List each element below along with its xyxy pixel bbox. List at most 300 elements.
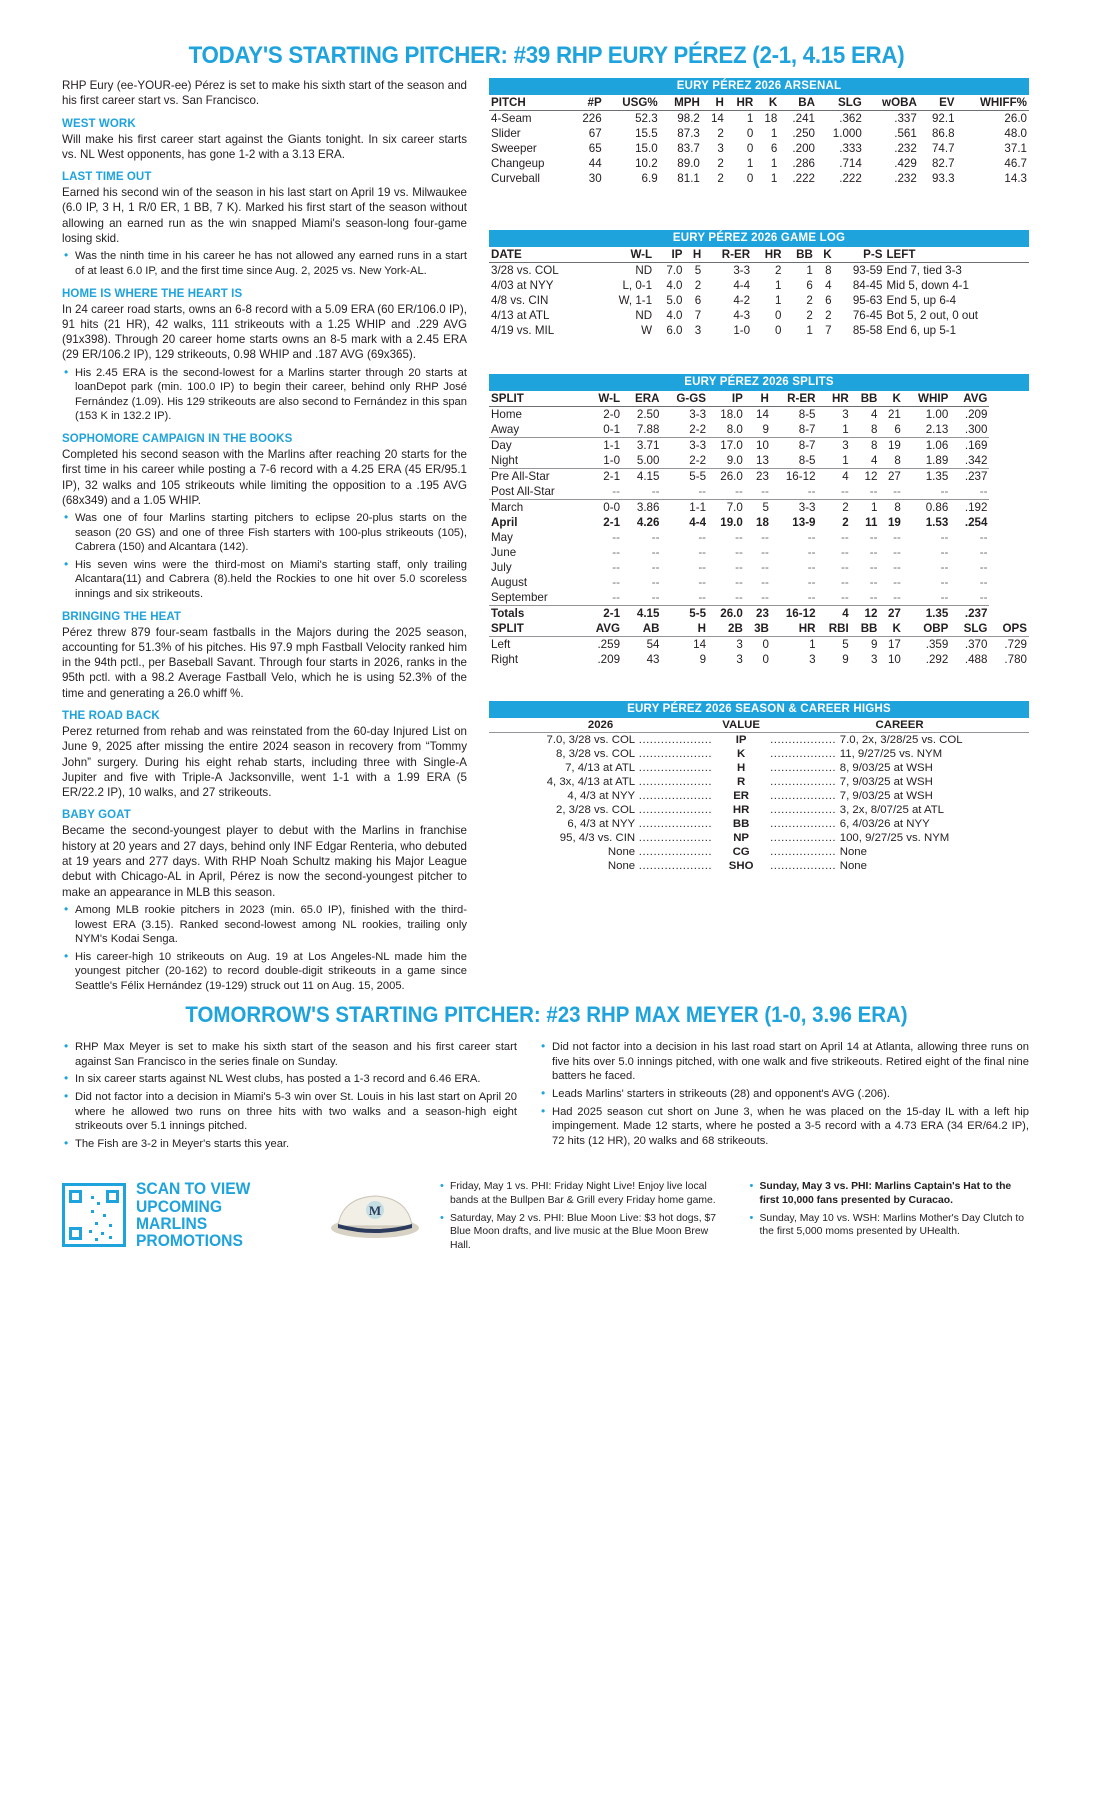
promotions-column-2 xyxy=(748,1180,1032,1238)
table-cell: 3 xyxy=(870,653,878,666)
table-cell: 30 xyxy=(588,172,602,185)
promotion-item xyxy=(438,1180,722,1207)
highs-career-value: .................. 7, 9/03/25 at WSH xyxy=(770,776,933,788)
table-cell: -- xyxy=(893,591,901,604)
table-cell: 81.1 xyxy=(677,172,700,185)
table-cell: 4/19 vs. MIL xyxy=(491,324,555,337)
arsenal-col-header: #P xyxy=(571,95,604,111)
table-cell: 2-1 xyxy=(583,469,622,485)
table-cell: 93-59 xyxy=(852,264,883,277)
table-cell: .300 xyxy=(964,423,988,436)
table-cell: 4-4 xyxy=(689,516,707,529)
table-row xyxy=(489,141,1029,156)
highs-season-value: None .................... xyxy=(607,846,713,858)
table-cell: 15.5 xyxy=(635,127,658,140)
highs-career-value: .................. 6, 4/03/26 at NYY xyxy=(770,818,930,830)
table-cell: 1.000 xyxy=(832,127,862,140)
highs-stat-label: SHO xyxy=(728,860,754,872)
right-stats-column xyxy=(489,78,1029,881)
table-row xyxy=(489,590,1029,606)
table-cell: 1.35 xyxy=(903,469,950,485)
table-cell: 4.15 xyxy=(622,606,661,622)
scan-qr-block[interactable] xyxy=(62,1180,312,1249)
table-cell: 13 xyxy=(756,454,769,467)
handedness-col-header: BB xyxy=(851,621,880,637)
section-paragraph: Pérez threw 879 four-seam fastballs in the Majors during the 2025 season, accounting for 51.3% of his pitches. His 97.9 mph Fastball Velocity ranked him in the 94th pctl., per Baseball Savant. Through four starts in 2026, ranks in the 95th pctl. with a 98.2 Average Fastball Velo, which he is using 52.3% of the time and generating a 26.0 whiff %. xyxy=(62,625,467,700)
dot-leader: .................... xyxy=(635,776,713,788)
promotion-item xyxy=(748,1212,1032,1239)
table-cell: -- xyxy=(612,561,621,574)
table-cell: 1.06 xyxy=(903,438,950,454)
table-cell: -- xyxy=(698,561,707,574)
table-row xyxy=(489,575,1029,590)
table-cell: 7 xyxy=(825,324,832,337)
table-cell: -- xyxy=(698,485,707,498)
table-cell: 1 xyxy=(806,264,813,277)
table-cell: .714 xyxy=(839,157,862,170)
highs-stat-label: ER xyxy=(733,790,750,802)
handedness-col-header: SPLIT xyxy=(489,621,583,637)
table-cell: 0 xyxy=(762,638,769,651)
table-cell: 3 xyxy=(736,653,743,666)
table-row xyxy=(489,747,1029,761)
table-cell: -- xyxy=(979,591,988,604)
table-cell: .359 xyxy=(925,638,949,651)
table-row xyxy=(489,845,1029,859)
table-cell: .259 xyxy=(597,638,621,651)
table-cell: L, 0-1 xyxy=(622,279,653,292)
table-cell: 2 xyxy=(717,157,724,170)
table-cell: 7.0 xyxy=(666,264,683,277)
arsenal-col-header: PITCH xyxy=(489,95,571,111)
table-cell: 8 xyxy=(870,423,878,436)
bullet-item: • In six career starts against NL West clubs, has posted a 1-3 record and 6.46 ERA. xyxy=(62,1072,517,1087)
table-cell: -- xyxy=(761,576,769,589)
table-row xyxy=(489,171,1029,186)
table-cell: -- xyxy=(840,531,849,544)
table-cell: 76-45 xyxy=(852,309,883,322)
table-cell: Bot 5, 2 out, 0 out xyxy=(886,309,978,322)
table-cell: 6.0 xyxy=(666,324,683,337)
table-cell: 10 xyxy=(745,438,771,454)
table-cell: 18 xyxy=(756,516,769,529)
table-cell: .222 xyxy=(839,172,862,185)
table-cell: .292 xyxy=(925,653,949,666)
table-cell: -- xyxy=(735,561,743,574)
section-heading: BRINGING THE HEAT xyxy=(62,610,182,623)
table-cell: 0 xyxy=(746,172,754,185)
highs-season-value: 7, 4/13 at ATL .................... xyxy=(565,762,713,774)
table-cell: End 6, up 5-1 xyxy=(886,324,957,337)
promotion-bold-text: Sunday, May 3 vs. PHI: Marlins Captain's Hat to the first 10,000 fans presented by Curacao. xyxy=(759,1181,1012,1206)
highs-career-value: .................. None xyxy=(770,846,867,858)
table-cell: 1 xyxy=(809,638,816,651)
table-cell: September xyxy=(491,591,548,604)
gamelog-col-header: DATE xyxy=(489,247,597,263)
table-cell: 3 xyxy=(818,438,851,454)
table-cell: -- xyxy=(651,485,660,498)
table-cell: 3 xyxy=(694,324,702,337)
highs-career-value: .................. 8, 9/03/25 at WSH xyxy=(770,762,933,774)
table-cell: 4 xyxy=(870,454,878,467)
dot-leader: .................. xyxy=(770,734,840,746)
table-cell: 9 xyxy=(842,653,849,666)
dot-leader: .................... xyxy=(635,846,713,858)
arsenal-col-header: HR xyxy=(726,95,755,111)
table-cell: 226 xyxy=(582,112,602,125)
table-row xyxy=(489,761,1029,775)
splits-col-header: SPLIT xyxy=(489,391,583,407)
table-cell: -- xyxy=(979,561,988,574)
table-cell: 4-4 xyxy=(733,279,751,292)
table-cell: 6 xyxy=(825,294,832,307)
table-cell: 98.2 xyxy=(677,112,700,125)
arsenal-table xyxy=(489,78,1029,186)
splits-table-title: EURY PÉREZ 2026 SPLITS xyxy=(489,374,1029,391)
arsenal-col-header: SLG xyxy=(817,95,864,111)
table-cell: .169 xyxy=(950,438,989,454)
table-cell: -- xyxy=(761,561,769,574)
table-cell: 6 xyxy=(770,142,778,155)
table-cell: 1 xyxy=(746,157,754,170)
handedness-header-row xyxy=(489,621,1029,637)
tomorrow-left-bullets xyxy=(62,1040,517,1151)
table-cell: -- xyxy=(869,531,878,544)
table-cell: .192 xyxy=(950,500,989,516)
handedness-col-header: AVG xyxy=(583,621,622,637)
table-cell: -- xyxy=(612,531,621,544)
dot-leader: .................. xyxy=(770,846,840,858)
table-cell: .729 xyxy=(1004,638,1027,651)
table-cell: 8-5 xyxy=(798,454,816,467)
table-cell: 4/8 vs. CIN xyxy=(491,294,549,307)
arsenal-header-row xyxy=(489,95,1029,111)
table-row xyxy=(489,817,1029,831)
highs-season-value: 8, 3/28 vs. COL .................... xyxy=(556,748,713,760)
table-cell: 6 xyxy=(806,279,813,292)
table-cell: .286 xyxy=(792,157,815,170)
table-cell: -- xyxy=(893,561,901,574)
table-cell: 2 xyxy=(694,279,702,292)
table-cell: -- xyxy=(940,485,949,498)
table-row xyxy=(489,545,1029,560)
table-cell: 84-45 xyxy=(852,279,883,292)
table-cell: 1 xyxy=(851,500,880,516)
promotion-text: Friday, May 1 vs. PHI: Friday Night Live! Enjoy live local bands at the Bullpen Bar & Grill every Friday home game. xyxy=(450,1181,716,1206)
table-cell: 18.0 xyxy=(720,408,743,421)
arsenal-table-title: EURY PÉREZ 2026 ARSENAL xyxy=(489,78,1029,95)
table-cell: .237 xyxy=(950,469,989,485)
table-cell: 9 xyxy=(870,638,878,651)
handedness-col-header: OPS xyxy=(989,621,1029,637)
highs-season-value: 7.0, 3/28 vs. COL .................... xyxy=(546,734,713,746)
table-cell: -- xyxy=(940,531,949,544)
highs-career-value: .................. 11, 9/27/25 vs. NYM xyxy=(770,748,943,760)
table-cell: -- xyxy=(761,485,769,498)
article-sections xyxy=(62,118,467,994)
highs-stat-label: BB xyxy=(732,818,750,830)
table-cell: .232 xyxy=(894,172,917,185)
table-cell: End 7, tied 3-3 xyxy=(886,264,962,277)
bullet-item: • RHP Max Meyer is set to make his sixth start of the season and his first career start against San Francisco in the series finale on Sunday. xyxy=(62,1040,517,1069)
table-cell: .780 xyxy=(1004,653,1027,666)
bullet-item: • Was one of four Marlins starting pitchers to eclipse 20-plus starts on the season (20 GS) and one of three Fish starters with 100-plus strikeouts (105), Cabrera (150) and Alcantara (142). xyxy=(62,511,467,555)
table-cell: 82.7 xyxy=(931,157,955,170)
scan-line: SCAN TO VIEW xyxy=(136,1179,251,1199)
table-cell: .250 xyxy=(792,127,815,140)
promotion-item xyxy=(748,1180,1032,1207)
gamelog-table xyxy=(489,230,1029,338)
handedness-col-header: K xyxy=(879,621,902,637)
table-cell: 3.71 xyxy=(622,438,661,454)
arsenal-col-header: USG% xyxy=(604,95,660,111)
table-cell: 8 xyxy=(894,454,901,467)
table-cell: -- xyxy=(869,485,878,498)
table-cell: July xyxy=(491,561,512,574)
table-cell: 3-3 xyxy=(661,438,708,454)
section-heading: LAST TIME OUT xyxy=(62,171,152,184)
highs-season-value: 95, 4/3 vs. CIN .................... xyxy=(559,832,713,844)
table-cell: 4 xyxy=(825,279,832,292)
table-cell: -- xyxy=(761,546,769,559)
table-cell: 89.0 xyxy=(677,157,700,170)
handedness-col-header: H xyxy=(661,621,708,637)
table-cell: -- xyxy=(893,546,901,559)
table-cell: ND xyxy=(635,309,653,322)
table-cell: -- xyxy=(893,531,901,544)
table-cell: .209 xyxy=(964,408,988,421)
tomorrow-right-bullets xyxy=(539,1040,1029,1148)
table-cell: June xyxy=(491,546,517,559)
table-cell: .333 xyxy=(839,142,862,155)
table-cell: August xyxy=(491,576,528,589)
table-cell: -- xyxy=(698,546,707,559)
gamelog-col-header: BB xyxy=(784,247,815,263)
table-cell: .232 xyxy=(894,142,917,155)
table-cell: 2 xyxy=(806,294,813,307)
section-bullets xyxy=(62,511,467,601)
table-cell: Left xyxy=(491,638,511,651)
table-cell: 11 xyxy=(865,516,878,529)
table-cell: -- xyxy=(869,546,878,559)
table-cell: -- xyxy=(840,576,849,589)
table-cell: 3-3 xyxy=(733,264,751,277)
arsenal-col-header: MPH xyxy=(660,95,702,111)
table-cell: 5-5 xyxy=(661,606,708,622)
table-cell: 0 xyxy=(762,653,769,666)
highs-career-value: .................. 7.0, 2x, 3/28/25 vs. COL xyxy=(770,734,963,746)
table-cell: 37.1 xyxy=(1004,142,1027,155)
table-cell: 4-2 xyxy=(733,294,751,307)
table-cell: 1 xyxy=(770,157,778,170)
table-cell: -- xyxy=(807,591,816,604)
splits-col-header: W-L xyxy=(583,391,622,407)
table-cell: 0-0 xyxy=(583,500,622,516)
table-cell: .488 xyxy=(964,653,988,666)
table-cell: 18 xyxy=(764,112,778,125)
table-cell: -- xyxy=(651,531,660,544)
table-row xyxy=(489,652,1029,667)
table-cell: -- xyxy=(840,546,849,559)
table-cell: 3.86 xyxy=(622,500,661,516)
table-row xyxy=(489,278,1029,293)
table-cell: 16-12 xyxy=(771,469,818,485)
table-cell: Day xyxy=(489,438,583,454)
table-row xyxy=(489,156,1029,171)
table-cell: -- xyxy=(735,591,743,604)
table-cell: 1 xyxy=(806,324,813,337)
table-cell: -- xyxy=(840,485,849,498)
bullet-item: • His seven wins were the third-most on Miami's starting staff, only trailing Alcantara(11) and Cabrera (8).held the Rockies to one hit over 5.0 scoreless innings and six strikeouts. xyxy=(62,558,467,602)
section-bullets xyxy=(62,249,467,278)
table-cell: 2.13 xyxy=(925,423,949,436)
handedness-col-header: 3B xyxy=(745,621,771,637)
table-cell: 2 xyxy=(825,309,832,322)
table-cell: -- xyxy=(807,561,816,574)
table-cell: .362 xyxy=(839,112,862,125)
splits-col-header: G-GS xyxy=(661,391,708,407)
section-paragraph: Earned his second win of the season in his last start on April 19 vs. Milwaukee (6.0 IP, 3 H, 1 R/0 ER, 1 BB, 7 K). Marked his first start of the season without allowing an earned run as the win snapped Miami's season-long four-game losing skid. xyxy=(62,186,467,246)
career-highs-title: EURY PÉREZ 2026 SEASON & CAREER HIGHS xyxy=(489,701,1029,718)
table-cell: 0-1 xyxy=(603,423,621,436)
table-cell: 4 xyxy=(818,469,851,485)
handedness-col-header: 2B xyxy=(708,621,745,637)
table-cell: -- xyxy=(893,485,901,498)
promotion-text: Sunday, May 10 vs. WSH: Marlins Mother's Day Clutch to the first 5,000 moms presented by UHealth. xyxy=(759,1212,1025,1238)
handedness-col-header: OBP xyxy=(903,621,950,637)
table-row xyxy=(489,126,1029,141)
table-cell: .429 xyxy=(894,157,917,170)
highs-stat-label: CG xyxy=(732,846,750,858)
bullet-item: • Did not factor into a decision in Miami's 5-3 win over St. Louis in his last start on April 20 where he allowed two runs on three hits with two walks and a season-high eight strikeouts over 5.1 innings pitched. xyxy=(62,1090,517,1134)
table-row xyxy=(489,637,1029,653)
splits-col-header: ERA xyxy=(622,391,661,407)
highs-stat-label: HR xyxy=(732,804,750,816)
table-cell: 4-3 xyxy=(733,309,751,322)
table-cell: -- xyxy=(807,485,816,498)
table-cell: 8-7 xyxy=(798,423,816,436)
table-cell: 7 xyxy=(694,309,702,322)
table-cell: 3-3 xyxy=(771,500,818,516)
table-row xyxy=(489,293,1029,308)
table-cell: 2-2 xyxy=(689,423,707,436)
splits-col-header: IP xyxy=(708,391,745,407)
gamelog-col-header: W-L xyxy=(597,247,654,263)
table-row xyxy=(489,422,1029,438)
table-cell: 3-3 xyxy=(689,408,707,421)
section-paragraph: Completed his second season with the Marlins after reaching 20 starts for the first time in his career while posting a 7-6 record with a 4.25 ERA (45 ER/95.1 IP), 32 walks and 105 strikeouts while limiting the opposition to a .195 AVG (68x349) and a 1.05 WHIP. xyxy=(62,447,467,507)
table-cell: -- xyxy=(651,591,660,604)
table-cell: 0.86 xyxy=(903,500,950,516)
table-cell: ND xyxy=(635,264,653,277)
dot-leader: .................. xyxy=(770,790,840,802)
table-cell: 85-58 xyxy=(852,324,883,337)
table-cell: -- xyxy=(735,531,743,544)
table-cell: 0 xyxy=(746,127,754,140)
table-cell: -- xyxy=(651,561,660,574)
splits-col-header: K xyxy=(879,391,902,407)
table-cell: 19.0 xyxy=(720,516,743,529)
arsenal-col-header: K xyxy=(755,95,779,111)
table-cell: 1-0 xyxy=(733,324,751,337)
table-cell: 1 xyxy=(770,172,778,185)
table-cell: May xyxy=(491,531,513,544)
splits-table xyxy=(489,374,1029,667)
table-cell: 12 xyxy=(851,606,880,622)
table-cell: -- xyxy=(761,591,769,604)
table-cell: -- xyxy=(698,591,707,604)
table-cell: -- xyxy=(807,546,816,559)
highs-season-value: 2, 3/28 vs. COL .................... xyxy=(556,804,713,816)
highs-stat-label: H xyxy=(736,762,746,774)
table-cell: 1 xyxy=(770,127,778,140)
table-cell: 1.89 xyxy=(925,454,949,467)
bullet-item: • His career-high 10 strikeouts on Aug. 19 at Los Angeles-NL made him the youngest pitcher (20-162) to record double-digit strikeouts in a game since Seattle's Félix Hernández (19-129) struck out 11 on Aug. 15, 2005. xyxy=(62,950,467,994)
dot-leader: .................... xyxy=(635,748,713,760)
table-cell: 26.0 xyxy=(1004,112,1027,125)
table-cell: April xyxy=(491,516,518,529)
table-cell: 14 xyxy=(693,638,707,651)
table-cell: 4-Seam xyxy=(491,112,532,125)
table-cell: 23 xyxy=(745,606,771,622)
table-cell: 5.00 xyxy=(636,454,660,467)
table-cell: 14.3 xyxy=(1004,172,1027,185)
promotion-item xyxy=(438,1212,722,1252)
table-cell: 83.7 xyxy=(677,142,700,155)
section-bullets xyxy=(62,903,467,993)
highs-career-value: .................. 7, 9/03/25 at WSH xyxy=(770,790,933,802)
table-cell: Night xyxy=(491,454,519,467)
table-cell: 5.0 xyxy=(666,294,683,307)
highs-season-value: 4, 4/3 at NYY .................... xyxy=(567,790,713,802)
table-cell: -- xyxy=(979,546,988,559)
highs-stat-label: K xyxy=(736,748,746,760)
table-cell: -- xyxy=(869,576,878,589)
table-cell: 8 xyxy=(825,264,832,277)
arsenal-col-header: BA xyxy=(779,95,817,111)
table-cell: 4/13 at ATL xyxy=(491,309,550,322)
table-cell: -- xyxy=(893,576,901,589)
gamelog-col-header: R-ER xyxy=(703,247,752,263)
section-heading: HOME IS WHERE THE HEART IS xyxy=(62,287,243,300)
splits-totals-row xyxy=(489,606,1029,622)
bullet-item: • Was the ninth time in his career he has not allowed any earned runs in a start of at least 6.0 IP, and the first time since Aug. 2, 2025 vs. New York-AL. xyxy=(62,249,467,278)
table-cell: 26.0 xyxy=(708,469,745,485)
tomorrow-columns xyxy=(62,1037,1031,1154)
table-cell: 1.35 xyxy=(903,606,950,622)
table-cell: -- xyxy=(979,485,988,498)
table-cell: W xyxy=(641,324,653,337)
handedness-col-header: RBI xyxy=(818,621,851,637)
gamelog-header-row xyxy=(489,247,1029,263)
table-cell: 2-0 xyxy=(603,408,621,421)
table-cell: Pre All-Star xyxy=(489,469,583,485)
highs-col-header: CAREER xyxy=(770,718,1029,733)
gamelog-col-header: K xyxy=(815,247,834,263)
table-cell: Mid 5, down 4-1 xyxy=(886,279,969,292)
promotion-text: Saturday, May 2 vs. PHI: Blue Moon Live: $3 hot dogs, $7 Blue Moon drafts, and live music at the Blue Moon Brew Hall. xyxy=(450,1212,717,1251)
gamelog-table-title: EURY PÉREZ 2026 GAME LOG xyxy=(489,230,1029,247)
svg-text:M: M xyxy=(368,1203,382,1219)
table-cell: 87.3 xyxy=(677,127,700,140)
table-cell: -- xyxy=(612,576,621,589)
table-cell: 65 xyxy=(588,142,602,155)
dot-leader: .................. xyxy=(770,776,840,788)
table-cell: 4.0 xyxy=(666,279,683,292)
qr-code-icon[interactable] xyxy=(62,1183,126,1247)
highs-stat-label: IP xyxy=(735,734,747,746)
table-cell: 15.0 xyxy=(635,142,658,155)
